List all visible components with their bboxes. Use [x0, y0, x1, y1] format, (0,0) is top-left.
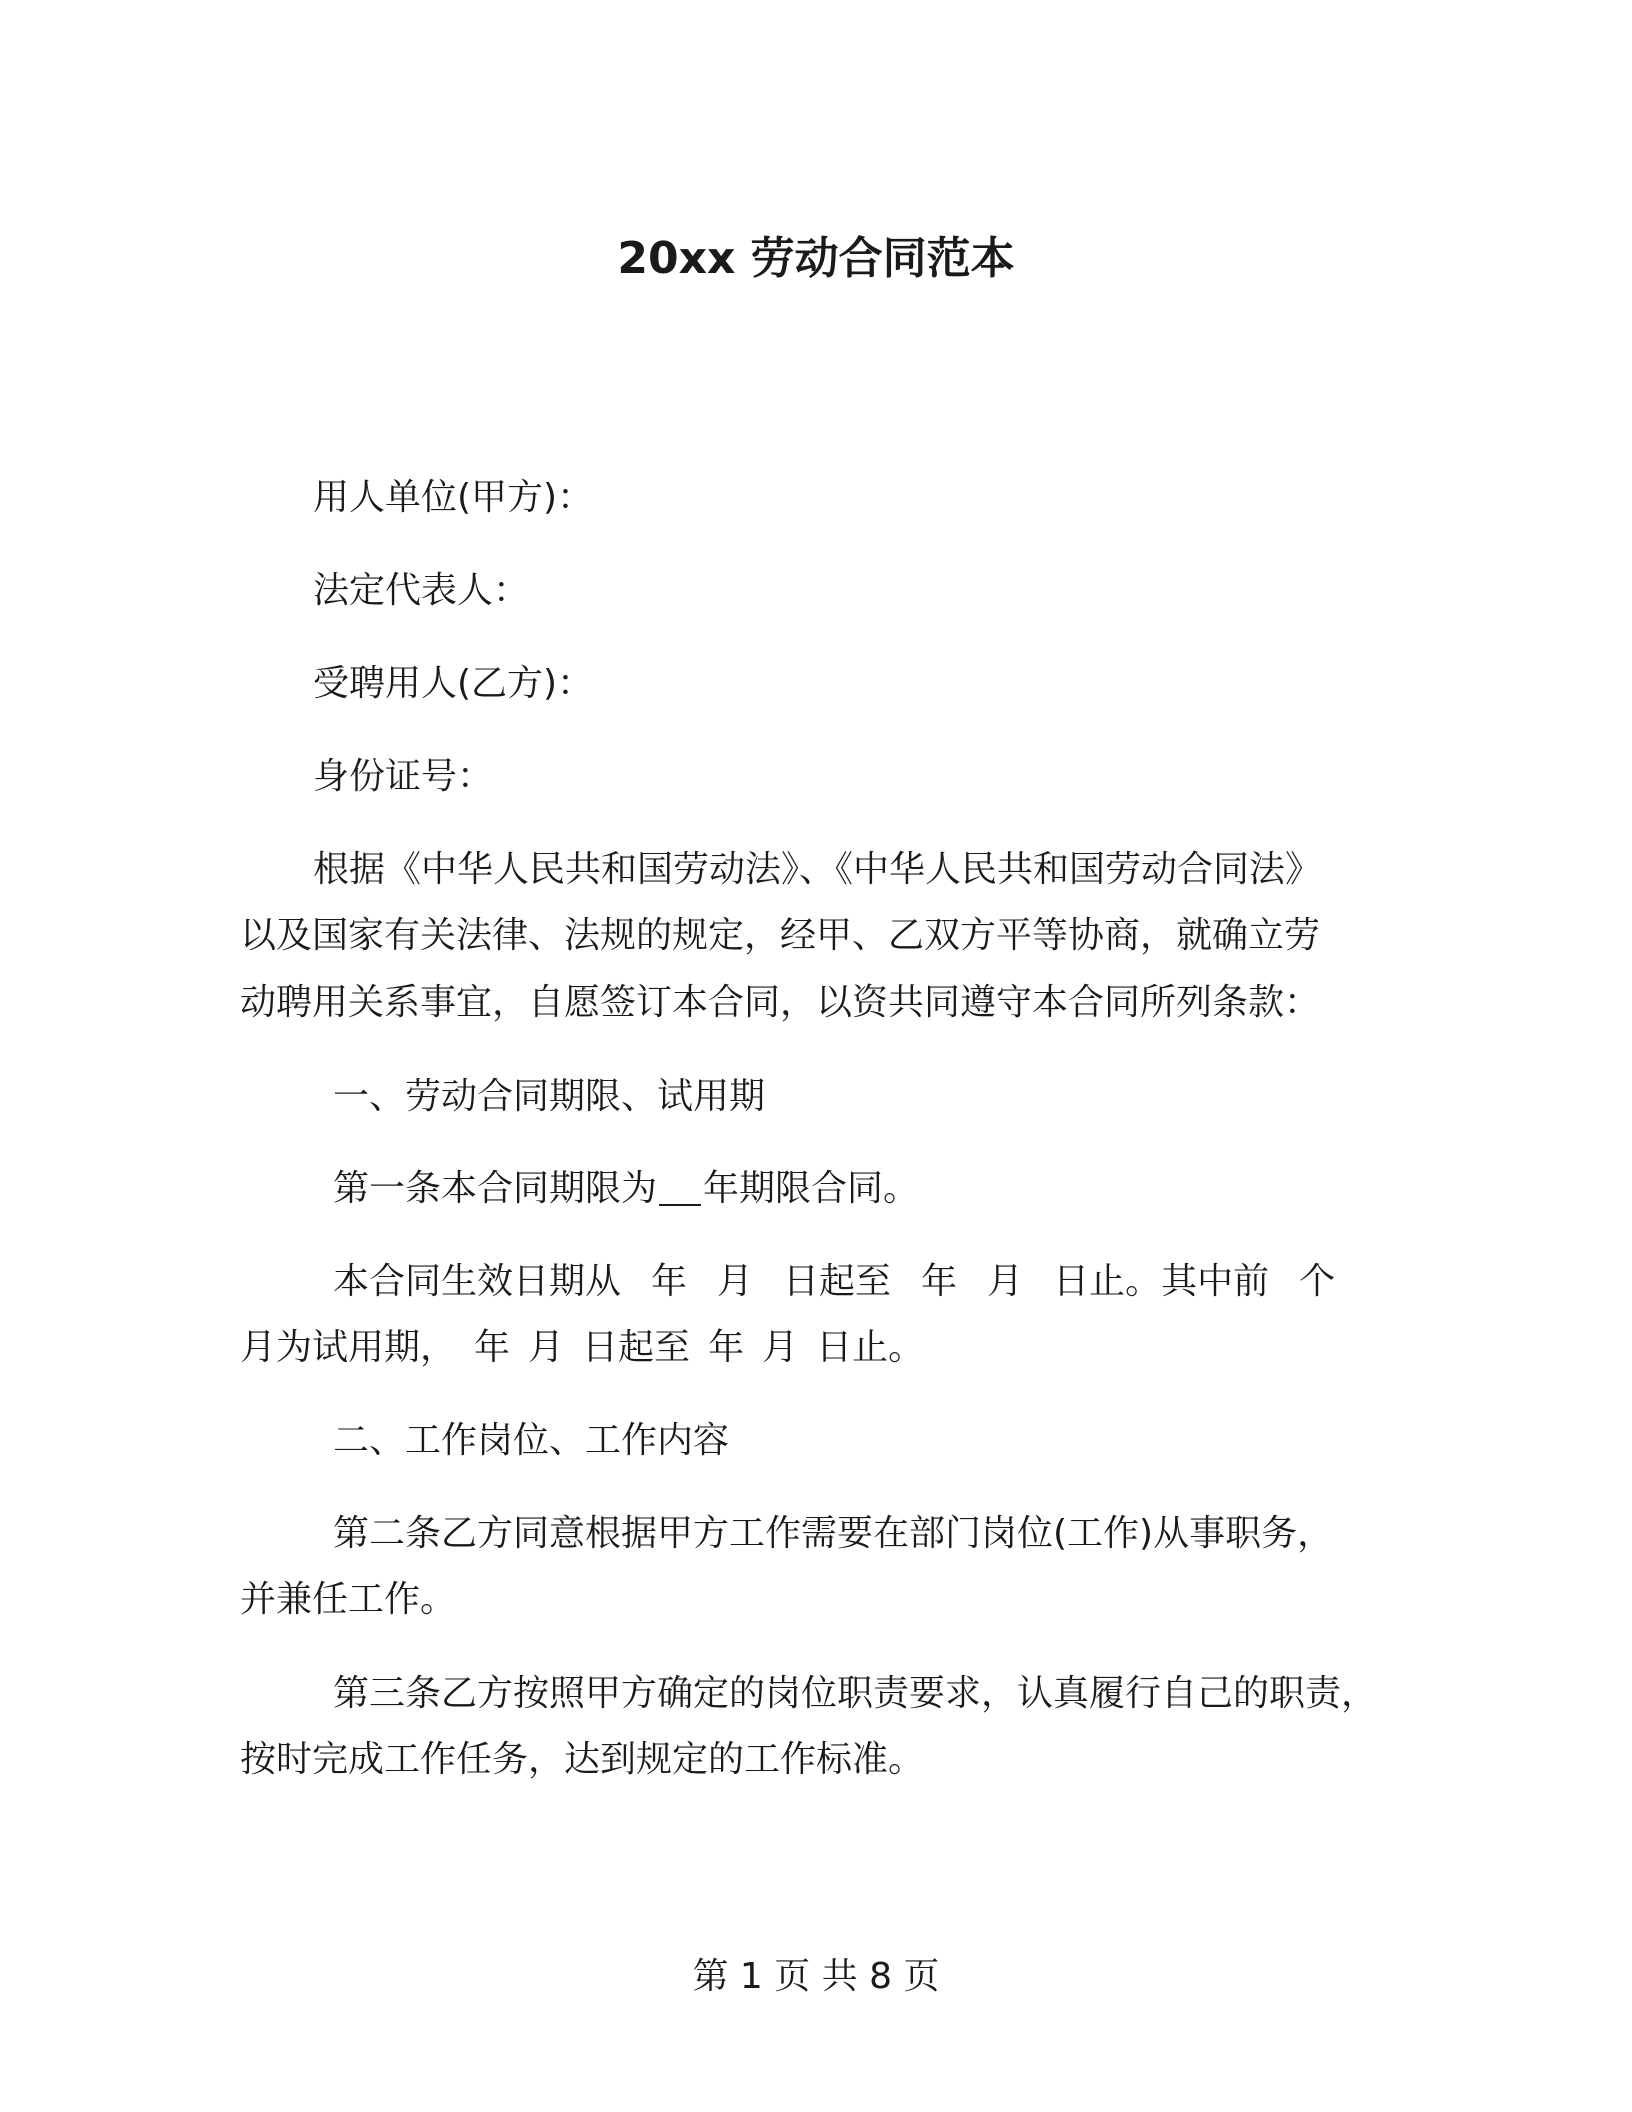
- months-unit-label: 个: [1299, 1261, 1336, 1302]
- article-1-text: 第一条本合同期限为: [333, 1168, 658, 1209]
- article-3-line-2: 按时完成工作任务，达到规定的工作标准。: [240, 1739, 925, 1780]
- article-1: [333, 1167, 919, 1211]
- effective-from-label: 本合同生效日期从: [333, 1261, 622, 1302]
- day-from-label: 日起至: [582, 1327, 691, 1368]
- year-label: 年: [708, 1327, 745, 1368]
- article-1-suffix: 年期限合同。: [703, 1168, 920, 1209]
- article-3-line-1: 第三条乙方按照甲方确定的岗位职责要求，认真履行自己的职责，: [333, 1673, 1378, 1714]
- year-label: 年: [651, 1261, 688, 1302]
- day-from-label: 日起至: [783, 1261, 892, 1302]
- article-2-line-2: 并兼任工作。: [240, 1579, 457, 1620]
- month-label: 月: [717, 1261, 754, 1302]
- employee-field: 受聘用人(乙方)：: [313, 663, 594, 704]
- section-2-heading: 二、工作岗位、工作内容: [333, 1420, 730, 1461]
- day-to-label: 日止。其中前: [1053, 1261, 1270, 1302]
- document-title: 20xx 劳动合同范本: [617, 233, 1015, 284]
- preamble-line-2: 以及国家有关法律、法规的规定，经甲、乙双方平等协商，就确立劳: [240, 915, 1321, 956]
- effective-date-line-1: [333, 1260, 1335, 1304]
- preamble-line-1: 根据《中华人民共和国劳动法》、《中华人民共和国劳动合同法》: [313, 849, 1322, 890]
- term-years-blank: [659, 1168, 701, 1206]
- page-footer: 第 1 页 共 8 页: [692, 1956, 940, 1997]
- month-label: 月: [528, 1327, 565, 1368]
- preamble-line-3: 动聘用关系事宜，自愿签订本合同，以资共同遵守本合同所列条款：: [240, 982, 1321, 1023]
- probation-label: 月为试用期，: [240, 1327, 457, 1368]
- employer-field: 用人单位(甲方)：: [313, 477, 594, 518]
- section-1-heading: 一、劳动合同期限、试用期: [333, 1076, 766, 1117]
- year-label: 年: [474, 1327, 511, 1368]
- year-label: 年: [921, 1261, 958, 1302]
- month-label: 月: [762, 1327, 799, 1368]
- article-2-line-1: 第二条乙方同意根据甲方工作需要在部门岗位(工作)从事职务，: [333, 1513, 1334, 1554]
- month-label: 月: [987, 1261, 1024, 1302]
- effective-date-line-2: [240, 1326, 924, 1370]
- legal-rep-field: 法定代表人：: [313, 570, 530, 611]
- id-number-field: 身份证号：: [313, 756, 494, 797]
- day-to-label: 日止。: [816, 1327, 925, 1368]
